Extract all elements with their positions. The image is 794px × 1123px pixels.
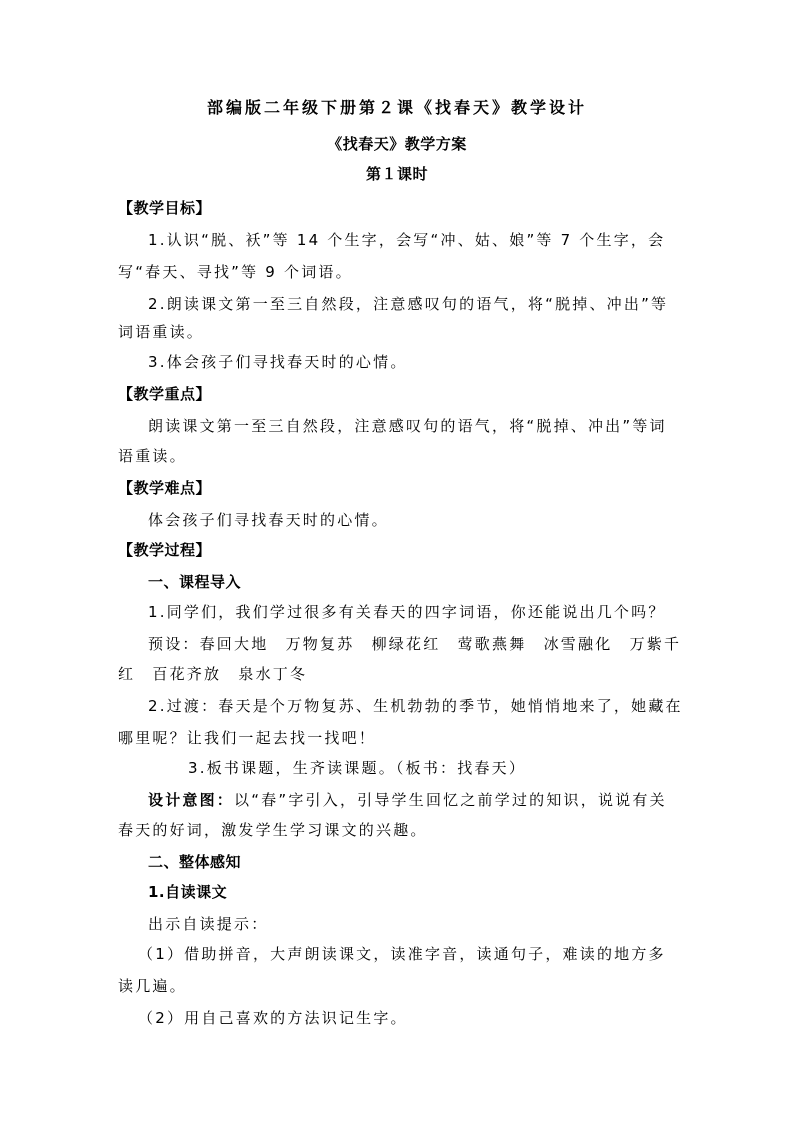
part-1-board-title: 3.板书课题，生齐读课题。（板书：找春天） <box>188 759 527 777</box>
key-points-line-2: 语重读。 <box>118 447 187 465</box>
part-2-heading: 二、整体感知 <box>148 853 242 871</box>
difficulty-line-1: 体会孩子们寻找春天时的心情。 <box>148 511 389 529</box>
goal-2-line-1: 2.朗读课文第一至三自然段，注意感叹句的语气，将“脱掉、冲出”等 <box>148 295 669 313</box>
design-intent-line-1 <box>148 790 667 810</box>
document-subtitle: 《找春天》教学方案 <box>327 135 467 153</box>
part-1-heading: 一、课程导入 <box>148 573 242 591</box>
goal-1-line-2: 写“春天、寻找”等 9 个词语。 <box>118 263 353 281</box>
goal-2-line-2: 词语重读。 <box>118 323 205 341</box>
self-reading-hint: 出示自读提示： <box>148 915 269 933</box>
key-points-heading: 【教学重点】 <box>118 385 212 403</box>
hint-1-line-1: （1）借助拼音，大声朗读课文，读准字音，读通句子，难读的地方多 <box>138 945 666 963</box>
part-1-preset-line-1: 预设：春回大地 万物复苏 柳绿花红 莺歌燕舞 冰雪融化 万紫千 <box>148 635 682 653</box>
goal-3: 3.体会孩子们寻找春天时的心情。 <box>148 353 408 371</box>
lesson-label: 第１课时 <box>365 165 428 183</box>
design-intent-label: 设计意图： <box>148 791 235 809</box>
hint-1-line-2: 读几遍。 <box>118 977 187 995</box>
goals-heading: 【教学目标】 <box>118 199 212 217</box>
key-points-line-1: 朗读课文第一至三自然段，注意感叹句的语气，将“脱掉、冲出”等词 <box>148 417 667 435</box>
difficulty-heading: 【教学难点】 <box>118 479 212 497</box>
goal-1-line-1: 1.认识“脱、袄”等 14 个生字，会写“冲、姑、娘”等 7 个生字，会 <box>148 231 666 249</box>
document-title: 部编版二年级下册第２课《找春天》教学设计 <box>206 98 587 117</box>
part-1-transition-line-2: 哪里呢？让我们一起去找一找吧！ <box>118 729 377 747</box>
process-heading: 【教学过程】 <box>118 541 212 559</box>
part-1-preset-line-2: 红 百花齐放 泉水丁冬 <box>118 665 308 683</box>
design-intent-line-2: 春天的好词，激发学生学习课文的兴趣。 <box>118 821 428 839</box>
hint-2: （2）用自己喜欢的方法识记生字。 <box>138 1009 408 1027</box>
step-1-heading: 1.自读课文 <box>148 883 228 901</box>
part-1-transition-line-1: 2.过渡：春天是个万物复苏、生机勃勃的季节，她悄悄地来了，她藏在 <box>148 697 683 715</box>
part-1-question: 1.同学们，我们学过很多有关春天的四字词语，你还能说出几个吗？ <box>148 603 666 621</box>
design-intent-text: 以“春”字引入，引导学生回忆之前学过的知识，说说有关 <box>234 791 667 809</box>
